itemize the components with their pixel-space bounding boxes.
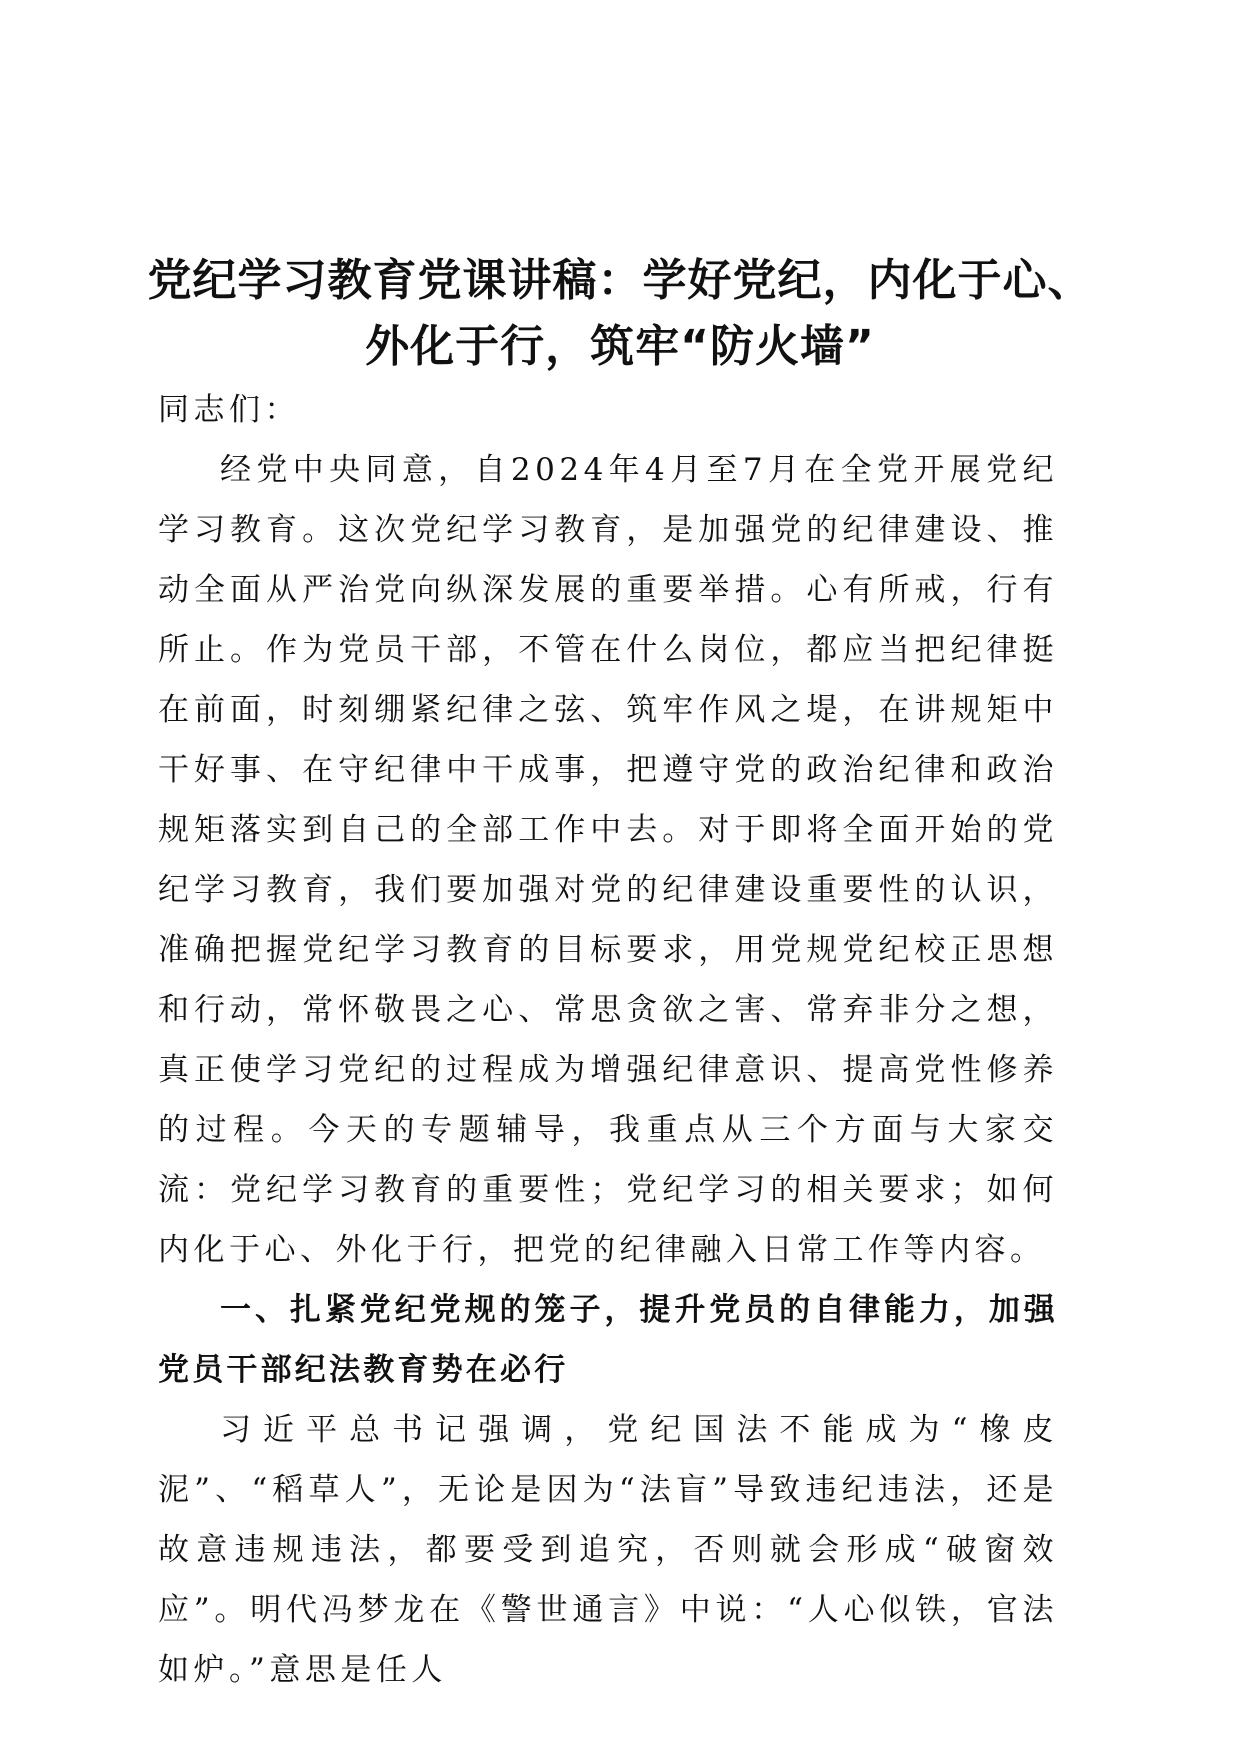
salutation: 同志们：: [158, 392, 300, 428]
paragraph-intro: 经党中央同意，自2024年4月至7月在全党开展党纪学习教育。这次党纪学习教育，是加强党的纪律建设、推动全面从严治党向纵深发展的重要举措。心有所戒，行有所止。作为党员干部，不管在什么岗位，都应当把纪律挺在前面，时刻绷紧纪律之弦、筑牢作风之堤，在讲规矩中干好事、在守纪律中干成事，把遵守党的政治纪律和政治规矩落实到自己的全部工作中去。对于即将全面开始的党纪学习教育，我们要加强对党的纪律建设重要性的认识，准确把握党纪学习教育的目标要求，用党规党纪校正思想和行动，常怀敬畏之心、常思贪欲之害、常弃非分之想，真正使学习党纪的过程成为增强纪律意识、提高党性修养的过程。今天的专题辅导，我重点从三个方面与大家交流：党纪学习教育的重要性；党纪学习的相关要求；如何内化于心、外化于行，把党的纪律融入日常工作等内容。: [158, 452, 1058, 1268]
paragraph-section-1: 习近平总书记强调，党纪国法不能成为“橡皮泥”、“稻草人”，无论是因为“法盲”导致违纪违法，还是故意违规违法，都要受到追究，否则就会形成“破窗效应”。明代冯梦龙在《警世通言》中说：“人心似铁，官法如炉。”意思是任人: [158, 1412, 1058, 1688]
section-heading-1: 一、扎紧党纪党规的笼子，提升党员的自律能力，加强党员干部纪法教育势在必行: [158, 1292, 1058, 1388]
document-body: [158, 380, 1058, 1700]
title-line-2: 外化于行，筑牢“防火墙”: [365, 321, 875, 372]
title-line-1: 党纪学习教育党课讲稿：学好党纪，内化于心、: [147, 255, 1093, 306]
document-title: [120, 248, 1120, 380]
